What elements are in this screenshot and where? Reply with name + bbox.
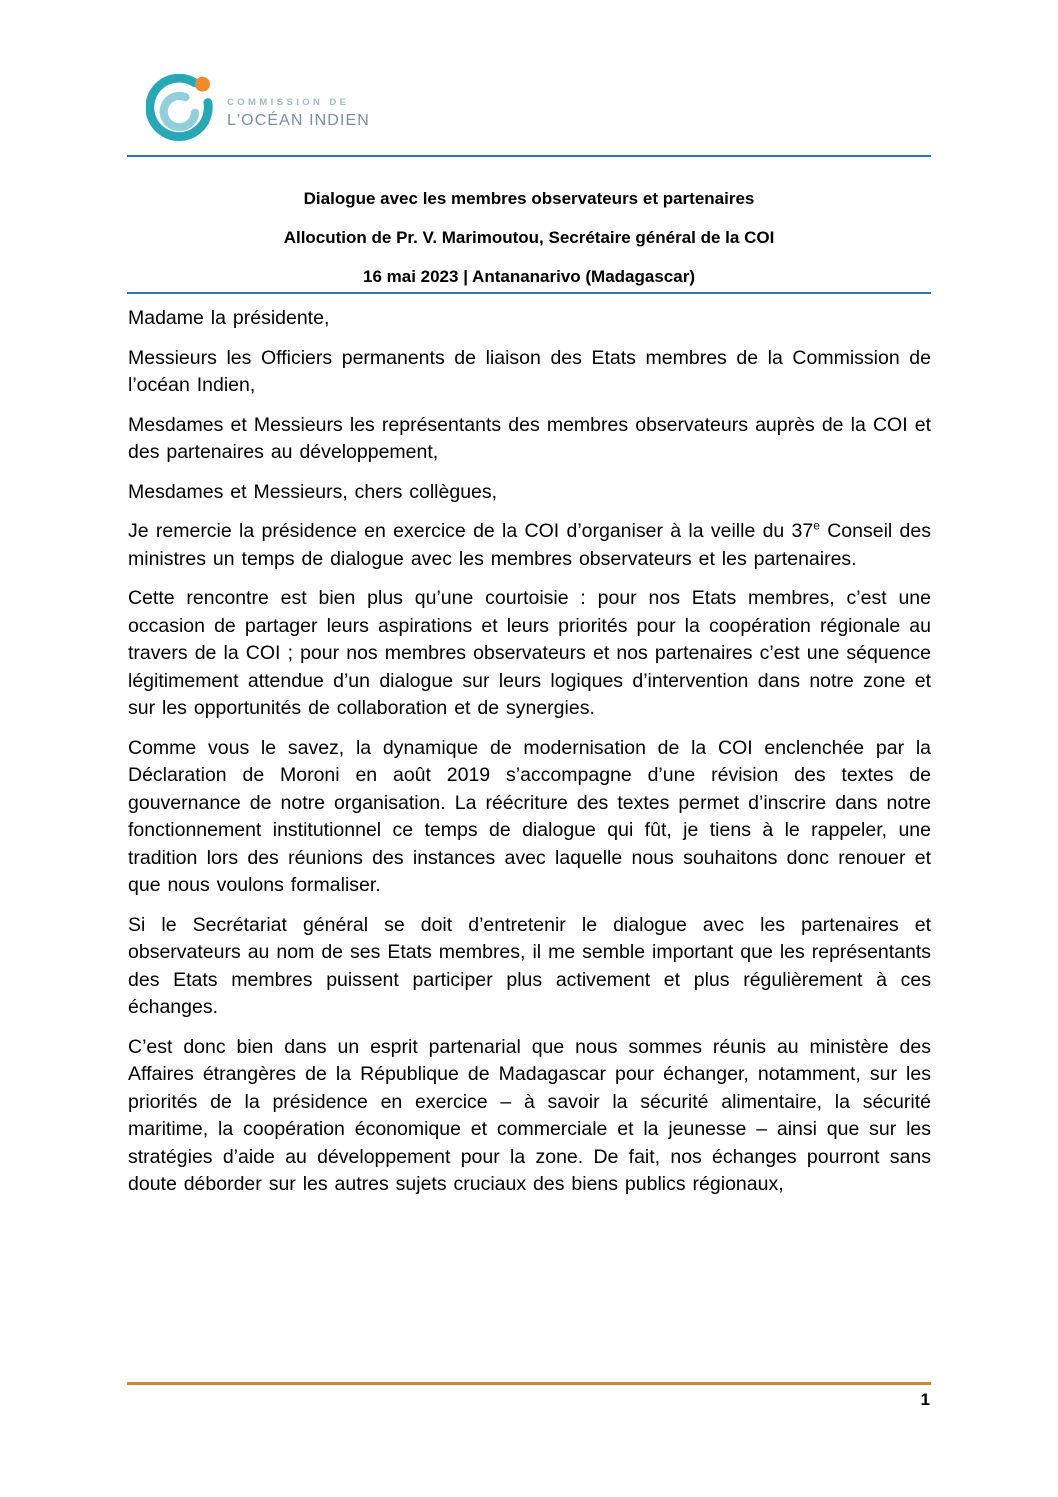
paragraph-salutation-1 xyxy=(128,305,931,333)
ordinal-superscript: e xyxy=(813,518,820,533)
document-title: Dialogue avec les membres observateurs et partenaires xyxy=(303,189,755,208)
paragraph-text: Conseil des ministres un temps de dialogue avec les membres observateurs et les partenaires. xyxy=(128,520,931,570)
coi-logo xyxy=(146,74,370,142)
paragraph-modernisation xyxy=(128,735,931,900)
footer-rule xyxy=(127,1382,931,1385)
paragraph-text: Je remercie la présidence en exercice de la COI d’organiser à la veille du 37 xyxy=(128,520,814,542)
paragraph-rencontre xyxy=(128,585,931,723)
logo-orange-dot xyxy=(195,77,210,92)
paragraph-esprit-partenarial xyxy=(128,1034,931,1199)
paragraph-salutation-3 xyxy=(128,412,931,467)
document-dateline: 16 mai 2023 | Antananarivo (Madagascar) xyxy=(363,267,695,286)
paragraph-salutation-4 xyxy=(128,479,931,507)
paragraph-text: Mesdames et Messieurs, chers collègues, xyxy=(128,480,498,503)
document-body xyxy=(128,305,931,1211)
logo-wordmark-line2: L'OCÉAN INDIEN xyxy=(227,111,370,129)
paragraph-secretariat xyxy=(128,912,931,1022)
paragraph-text: Comme vous le savez, la dynamique de modernisation de la COI enclenchée par la Déclaration de Moroni en août 2019 s’accompagne d’une révision des textes de gouvernance de notre organisation. La réécriture des textes permet d’inscrire dans notre fonctionnement institutionnel ce temps de dialogue qui fût, je tiens à le rappeler, une tradition lors des réunions des instances avec laquelle nous souhaitons donc renouer et que nous voulons formaliser. xyxy=(128,736,931,896)
coi-logo-icon xyxy=(146,74,214,142)
paragraph-text: C’est donc bien dans un esprit partenarial que nous sommes réunis au ministère des Affaires étrangères de la République de Madagascar pour échanger, notamment, sur les priorités de la présidence en exercice – à savoir la sécurité alimentaire, la sécurité maritime, la coopération économique et commerciale et la jeunesse – ainsi que sur les stratégies d’aide au développement pour la zone. De fait, nos échanges pourront sans doute déborder sur les autres sujets cruciaux des biens publics régionaux, xyxy=(128,1035,931,1195)
logo-wordmark-line1: COMMISSION DE xyxy=(227,96,350,108)
document-subtitle: Allocution de Pr. V. Marimoutou, Secrétaire général de la COI xyxy=(283,228,775,247)
page-number: 1 xyxy=(920,1390,930,1409)
paragraph-text: Mesdames et Messieurs les représentants des membres observateurs auprès de la COI et des partenaires au développement, xyxy=(128,413,931,463)
paragraph-text: Cette rencontre est bien plus qu’une courtoisie : pour nos Etats membres, c’est une occasion de partager leurs aspirations et leurs priorités pour la coopération régionale au travers de la COI ; pour nos membres observateurs et nos partenaires c’est une séquence légitimement attendue d’un dialogue sur leurs logiques d’intervention dans notre zone et sur les opportunités de collaboration et de synergies. xyxy=(128,587,931,719)
logo-inner-swirl xyxy=(164,96,195,127)
paragraph-text: Si le Secrétariat général se doit d’entretenir le dialogue avec les partenaires et observateurs au nom de ses Etats membres, il me semble important que les représentants des Etats membres puissent participer plus activement et plus régulièrement à ces échanges. xyxy=(128,913,931,1018)
logo-wordmark xyxy=(227,87,370,130)
paragraph-salutation-2 xyxy=(128,345,931,400)
paragraph-remerciement xyxy=(128,518,931,573)
header-top-rule xyxy=(127,155,931,157)
header-bottom-rule xyxy=(127,292,931,294)
document-header xyxy=(127,188,931,288)
paragraph-text: Madame la présidente, xyxy=(128,307,330,329)
paragraph-text: Messieurs les Officiers permanents de liaison des Etats membres de la Commission de l’océan Indien, xyxy=(128,346,931,396)
